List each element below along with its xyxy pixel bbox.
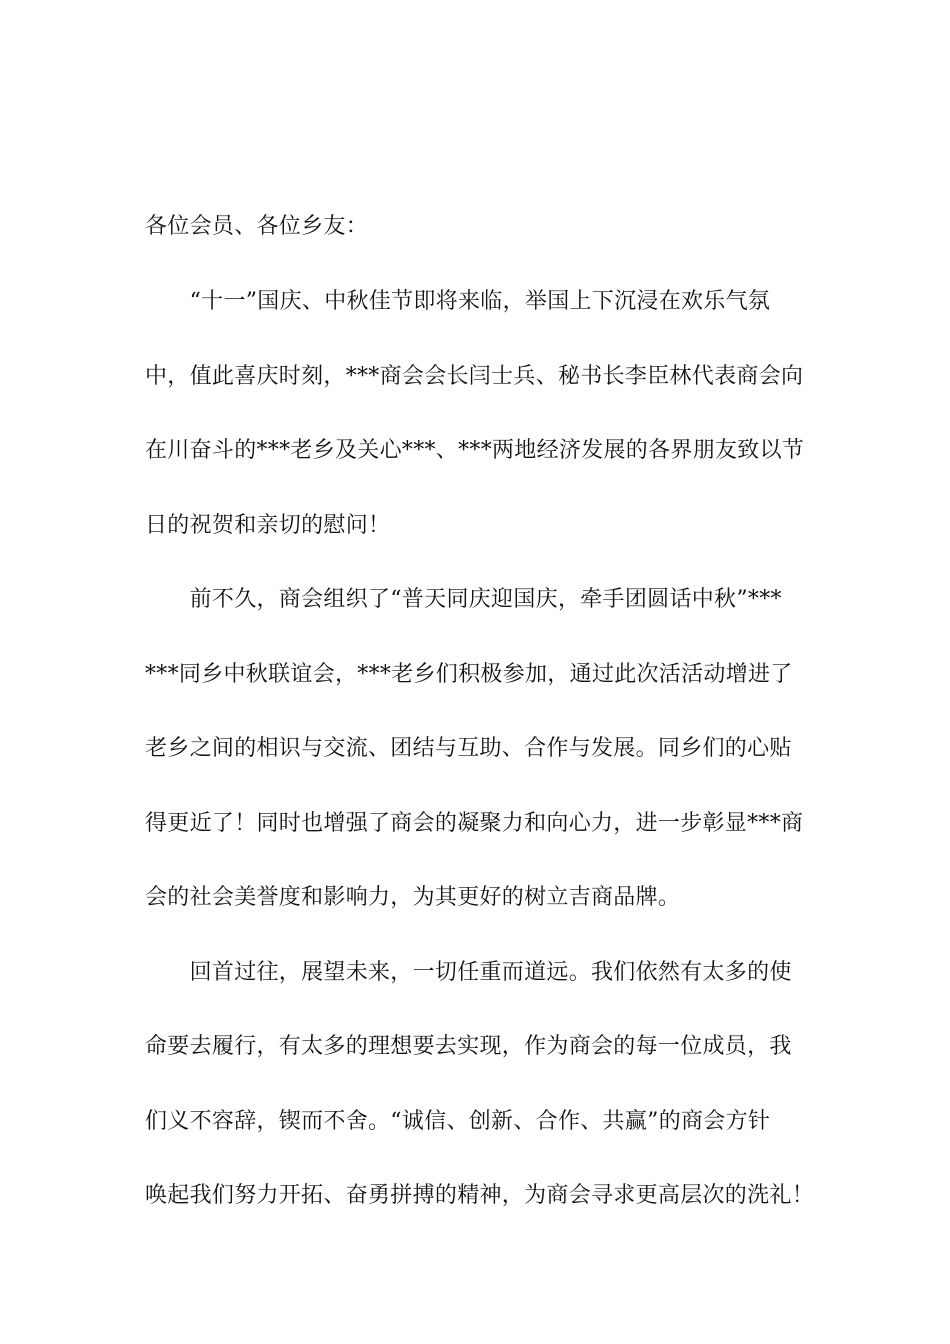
- paragraph-line: 日的祝贺和亲切的慰问！: [145, 513, 391, 538]
- paragraph-line: 回首过往，展望未来，一切任重而道远。我们依然有太多的使: [145, 960, 792, 985]
- paragraph-line: ***同乡中秋联谊会，***老乡们积极参加，通过此次活活动增进了: [145, 662, 793, 687]
- paragraph-line: 会的社会美誉度和影响力，为其更好的树立吉商品牌。: [145, 885, 681, 910]
- paragraph-line: 们义不容辞，锲而不舍。“诚信、创新、合作、共赢”的商会方针: [145, 1109, 771, 1134]
- paragraph-line: 命要去履行，有太多的理想要去实现，作为商会的每一位成员，我: [145, 1034, 792, 1059]
- paragraph-line: 唤起我们努力开拓、奋勇拼搏的精神，为商会寻求更高层次的洗礼！: [145, 1183, 815, 1208]
- paragraph-line: 前不久，商会组织了“普天同庆迎国庆，牵手团圆话中秋”***: [145, 587, 782, 612]
- paragraph-line: 老乡之间的相识与交流、团结与互助、合作与发展。同乡们的心贴: [145, 736, 792, 761]
- paragraph-line: “十一”国庆、中秋佳节即将来临，举国上下沉浸在欢乐气氛: [145, 289, 771, 314]
- salutation: 各位会员、各位乡友：: [145, 214, 369, 239]
- paragraph-line: 得更近了！同时也增强了商会的凝聚力和向心力，进一步彰显***商: [145, 811, 804, 836]
- paragraph-line: 中，值此喜庆时刻，***商会会长闫士兵、秘书长李臣林代表商会向: [145, 364, 804, 389]
- paragraph-line: 在川奋斗的***老乡及关心***、***两地经济发展的各界朋友致以节: [145, 438, 805, 463]
